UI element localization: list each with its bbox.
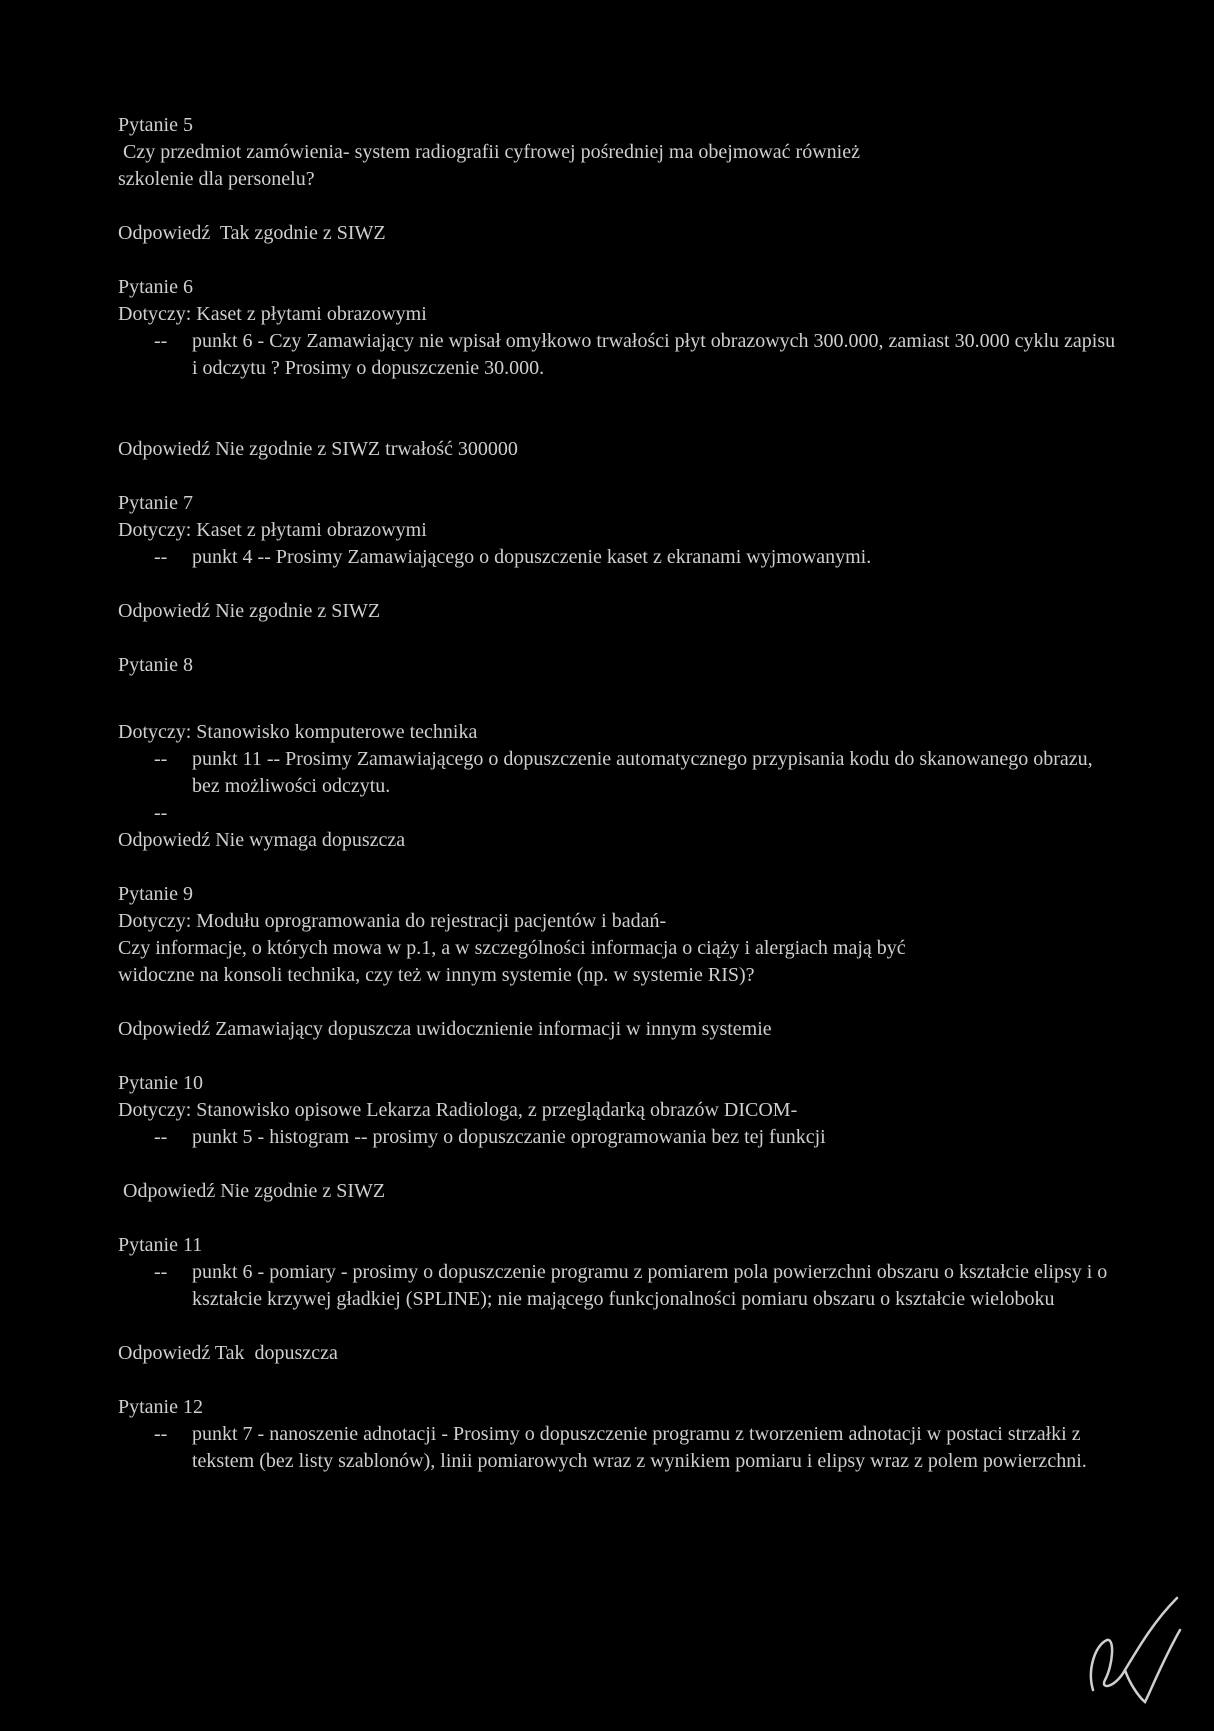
bullet-text: punkt 5 - histogram -- prosimy o dopuszczanie oprogramowania bez tej funkcji xyxy=(192,1126,826,1148)
question-text: widoczne na konsoli technika, czy też w innym systemie (np. w systemie RIS)? xyxy=(118,964,755,986)
answer-text: Odpowiedź Nie zgodnie z SIWZ xyxy=(118,1180,386,1202)
question-subject: Dotyczy: Stanowisko opisowe Lekarza Radiologa, z przeglądarką obrazów DICOM- xyxy=(118,1099,798,1121)
question-subject: Dotyczy: Kaset z płytami obrazowymi xyxy=(118,303,427,325)
bullet-text: punkt 4 -- Prosimy Zamawiającego o dopuszczenie kaset z ekranami wyjmowanymi. xyxy=(192,546,872,568)
bullet-dash: -- xyxy=(154,546,168,568)
bullet-text: punkt 6 - Czy Zamawiający nie wpisał omyłkowo trwałości płyt obrazowych 300.000, zamiast 30.000 cyklu zapisu i odczytu ? Prosimy o dopuszczenie 30.000. xyxy=(192,330,1116,379)
bullet-dash: -- xyxy=(154,748,168,770)
list-item xyxy=(118,746,1118,800)
question-heading: Pytanie 11 xyxy=(118,1234,203,1256)
answer-text: Odpowiedź Tak zgodnie z SIWZ xyxy=(118,222,386,244)
bullet-dash: -- xyxy=(154,1423,168,1445)
question-heading: Pytanie 5 xyxy=(118,114,193,136)
question-text: Czy przedmiot zamówienia- system radiografii cyfrowej pośredniej ma obejmować również xyxy=(118,141,860,163)
bullet-dash: -- xyxy=(154,802,168,824)
question-heading: Pytanie 8 xyxy=(118,654,193,676)
list-item xyxy=(118,1259,1118,1313)
list-item xyxy=(118,1421,1118,1475)
answer-text: Odpowiedź Nie wymaga dopuszcza xyxy=(118,829,406,851)
bullet-text: punkt 6 - pomiary - prosimy o dopuszczenie programu z pomiarem pola powierzchni obszaru o kształcie elipsy i o kształcie krzywej gładkiej (SPLINE); nie mającego funkcjonalności pomiaru obszaru o kształcie wieloboku xyxy=(192,1261,1108,1310)
question-subject: Dotyczy: Kaset z płytami obrazowymi xyxy=(118,519,427,541)
answer-text: Odpowiedź Zamawiający dopuszcza uwidocznienie informacji w innym systemie xyxy=(118,1018,772,1040)
handwritten-signature-icon xyxy=(1085,1590,1185,1705)
list-item xyxy=(118,1124,1118,1151)
bullet-dash: -- xyxy=(154,330,168,352)
list-item xyxy=(118,544,1118,571)
bullet-dash: -- xyxy=(154,1126,168,1148)
question-heading: Pytanie 10 xyxy=(118,1072,203,1094)
document-body xyxy=(118,112,1118,1475)
question-text: szkolenie dla personelu? xyxy=(118,168,315,190)
answer-text: Odpowiedź Nie zgodnie z SIWZ trwałość 300000 xyxy=(118,438,518,460)
question-heading: Pytanie 6 xyxy=(118,276,193,298)
answer-text: Odpowiedź Nie zgodnie z SIWZ xyxy=(118,600,381,622)
question-subject: Dotyczy: Stanowisko komputerowe technika xyxy=(118,721,478,743)
question-subject: Dotyczy: Modułu oprogramowania do rejestracji pacjentów i badań- xyxy=(118,910,667,932)
bullet-text: punkt 7 - nanoszenie adnotacji - Prosimy o dopuszczenie programu z tworzeniem adnotacji w postaci strzałki z tekstem (bez listy szablonów), linii pomiarowych wraz z wynikiem pomiaru i elipsy wraz z polem powierzchni. xyxy=(192,1423,1087,1472)
bullet-dash: -- xyxy=(154,1261,168,1283)
question-heading: Pytanie 9 xyxy=(118,883,193,905)
question-heading: Pytanie 12 xyxy=(118,1396,203,1418)
question-text: Czy informacje, o których mowa w p.1, a w szczególności informacja o ciąży i alergiach mają być xyxy=(118,937,906,959)
answer-text: Odpowiedź Tak dopuszcza xyxy=(118,1342,338,1364)
question-heading: Pytanie 7 xyxy=(118,492,193,514)
bullet-text: punkt 11 -- Prosimy Zamawiającego o dopuszczenie automatycznego przypisania kodu do skanowanego obrazu, bez możliwości odczytu. xyxy=(192,748,1093,797)
list-item xyxy=(118,328,1118,382)
